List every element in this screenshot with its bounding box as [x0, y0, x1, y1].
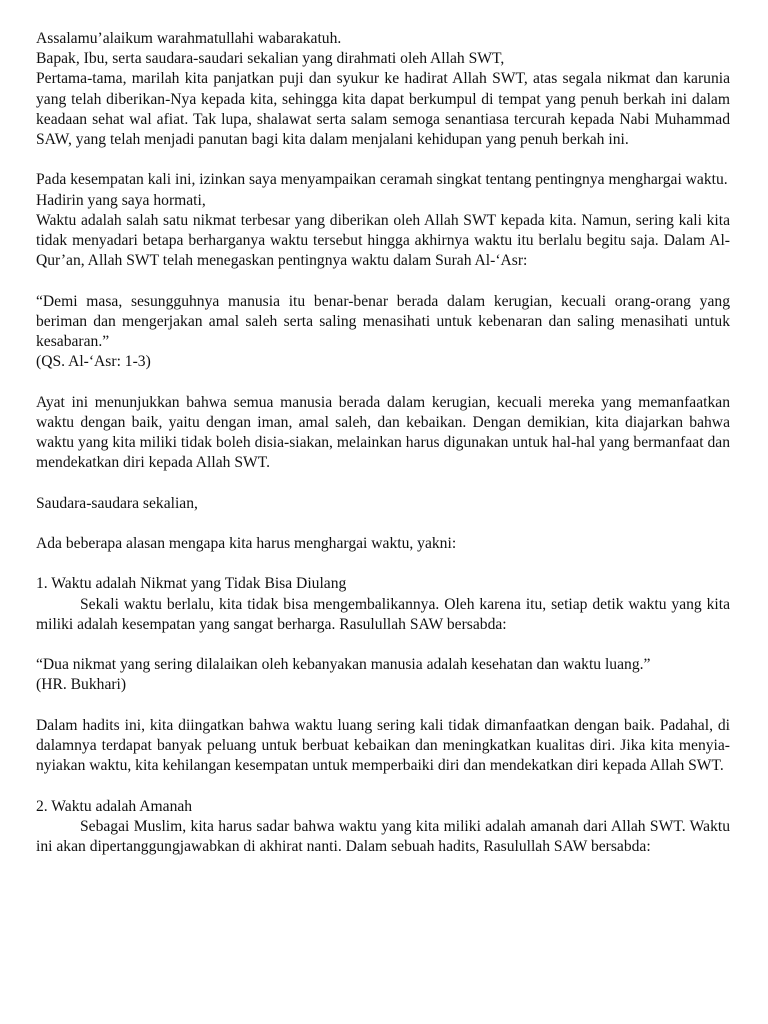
spacer [36, 372, 730, 392]
opening-paragraph: Pertama-tama, marilah kita panjatkan puji dan syukur ke hadirat Allah SWT, atas segala nikmat dan karunia yang telah diberikan-Nya kepada kita, sehingga kita dapat berkumpul di tempat yang penuh berkah ini dalam keadaan sehat wal afiat. Tak lupa, shalawat serta salam semoga senantiasa tercurah kepada Nabi Muhammad SAW, yang telah menjadi panutan bagi kita dalam menjalani kehidupan yang penuh berkah ini. [36, 70, 730, 149]
body-paragraph: Ada beberapa alasan mengapa kita harus menghargai waktu, yakni: [36, 535, 457, 552]
body-paragraph: Ayat ini menunjukkan bahwa semua manusia berada dalam kerugian, kecuali mereka yang memanfaatkan waktu dengan baik, yaitu dengan iman, amal saleh, dan kebaikan. Dengan demikian, kita diajarkan bahwa waktu yang kita miliki tidak boleh disia-siakan, melainkan harus digunakan untuk hal-hal yang bermanfaat dan mendekatkan diri kepada Allah SWT. [36, 393, 730, 472]
spacer [36, 473, 730, 493]
greeting: Assalamu’alaikum warahmatullahi wabarakatuh. [36, 30, 342, 47]
quote-citation: (QS. Al-‘Asr: 1-3) [36, 353, 151, 371]
quote-citation: (HR. Bukhari) [36, 676, 127, 694]
body-paragraph: Sekali waktu berlalu, kita tidak bisa mengembalikannya. Oleh karena itu, setiap detik waktu yang kita miliki adalah kesempatan yang sangat berharga. Rasulullah SAW bersabda: [36, 595, 730, 633]
spacer [36, 635, 730, 655]
hadith-quote: “Dua nikmat yang sering dilalaikan oleh kebanyakan manusia adalah kesehatan dan waktu luang.” [36, 656, 651, 674]
document-page [36, 29, 730, 857]
spacer [36, 150, 730, 170]
spacer [36, 776, 730, 796]
topic-paragraph: Pada kesempatan kali ini, izinkan saya menyampaikan ceramah singkat tentang pentingnya menghargai waktu. [36, 171, 728, 189]
section-heading: 1. Waktu adalah Nikmat yang Tidak Bisa Diulang [36, 575, 347, 593]
section-heading: 2. Waktu adalah Amanah [36, 797, 193, 815]
spacer [36, 271, 730, 291]
quran-quote: “Demi masa, sesungguhnya manusia itu benar-benar berada dalam kerugian, kecuali orang-orang yang beriman dan mengerjakan amal saleh serta saling menasihati untuk kebenaran dan saling menasihati untuk kesabaran.” [36, 292, 730, 351]
body-paragraph: Waktu adalah salah satu nikmat terbesar yang diberikan oleh Allah SWT kepada kita. Namun, sering kali kita tidak menyadari betapa berharganya waktu tersebut hingga akhirnya waktu itu berlalu begitu saja. Dalam Al-Qur’an, Allah SWT telah menegaskan pentingnya waktu dalam Surah Al-‘Asr: [36, 211, 730, 270]
spacer [36, 696, 730, 716]
spacer [36, 514, 730, 534]
body-paragraph: Sebagai Muslim, kita harus sadar bahwa waktu yang kita miliki adalah amanah dari Allah SWT. Waktu ini akan dipertanggungjawabkan di akhirat nanti. Dalam sebuah hadits, Rasulullah SAW bersabda: [36, 817, 730, 855]
audience-address: Bapak, Ibu, serta saudara-saudari sekalian yang dirahmati oleh Allah SWT, [36, 50, 505, 68]
body-paragraph: Dalam hadits ini, kita diingatkan bahwa waktu luang sering kali tidak dimanfaatkan dengan baik. Padahal, di dalamnya terdapat banyak peluang untuk berbuat kebaikan dan meningkatkan kualitas diri. Jika kita menyia-nyiakan waktu, kita kehilangan kesempatan untuk memperbaiki diri dan mendekatkan diri kepada Allah SWT. [36, 716, 730, 775]
audience-address: Hadirin yang saya hormati, [36, 191, 206, 209]
spacer [36, 554, 730, 574]
audience-address: Saudara-saudara sekalian, [36, 494, 198, 512]
